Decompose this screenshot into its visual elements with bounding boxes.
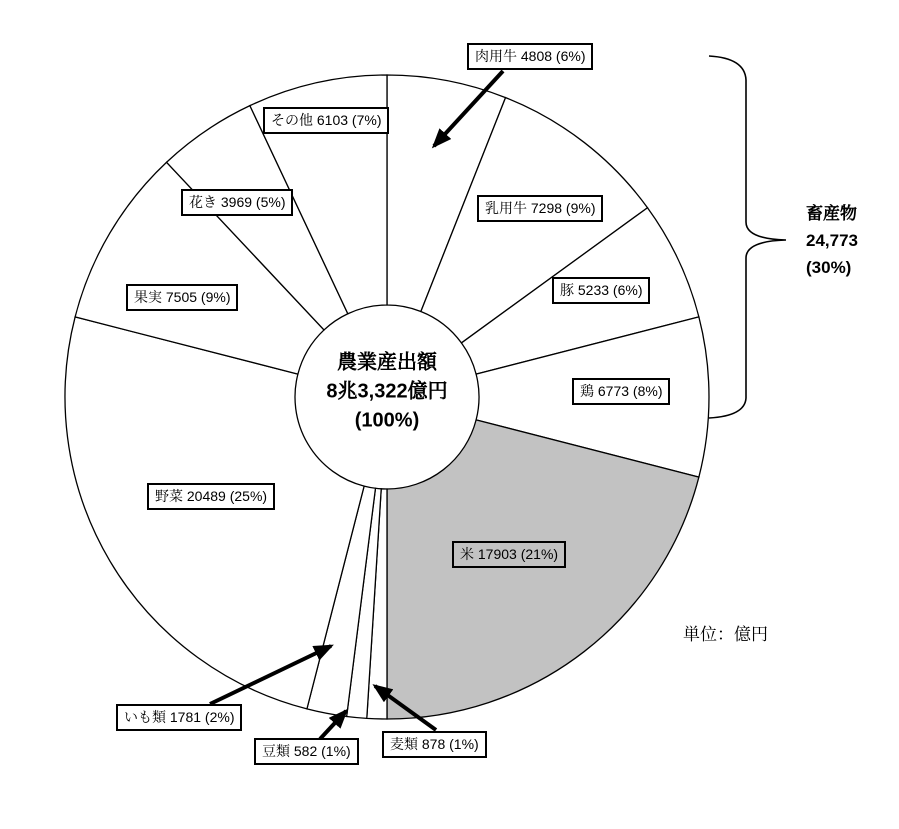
- slice-label-乳用牛: 乳用牛 7298 (9%): [477, 195, 603, 222]
- center-total-label: [326, 349, 447, 436]
- slice-label-果実: 果実 7505 (9%): [126, 284, 238, 311]
- slice-label-いも類: いも類 1781 (2%): [116, 704, 242, 731]
- slice-label-肉用牛: 肉用牛 4808 (6%): [467, 43, 593, 70]
- livestock-percent: (30%): [806, 258, 852, 277]
- center-total-title: 農業産出額: [336, 351, 437, 374]
- slice-label-鶏: 鶏 6773 (8%): [572, 378, 670, 405]
- livestock-label: 畜産物: [806, 204, 857, 223]
- unit-note: 単位：億円: [683, 625, 768, 644]
- center-total-value: 8兆3,322億円: [326, 380, 448, 403]
- slice-label-豆類: 豆類 582 (1%): [254, 738, 359, 765]
- pie-slice-米: [387, 420, 699, 719]
- slice-label-花き: 花き 3969 (5%): [181, 189, 293, 216]
- livestock-bracket-label: [806, 200, 858, 281]
- livestock-value: 24,773: [806, 231, 858, 250]
- slice-label-麦類: 麦類 878 (1%): [382, 731, 487, 758]
- slice-label-その他: その他 6103 (7%): [263, 107, 389, 134]
- slice-label-野菜: 野菜 20489 (25%): [147, 483, 275, 510]
- slice-label-米: 米 17903 (21%): [452, 541, 566, 568]
- slice-label-豚: 豚 5233 (6%): [552, 277, 650, 304]
- livestock-bracket-brace: [709, 56, 786, 418]
- callout-arrow-豆類: [320, 711, 346, 739]
- center-total-percent: (100%): [354, 409, 420, 432]
